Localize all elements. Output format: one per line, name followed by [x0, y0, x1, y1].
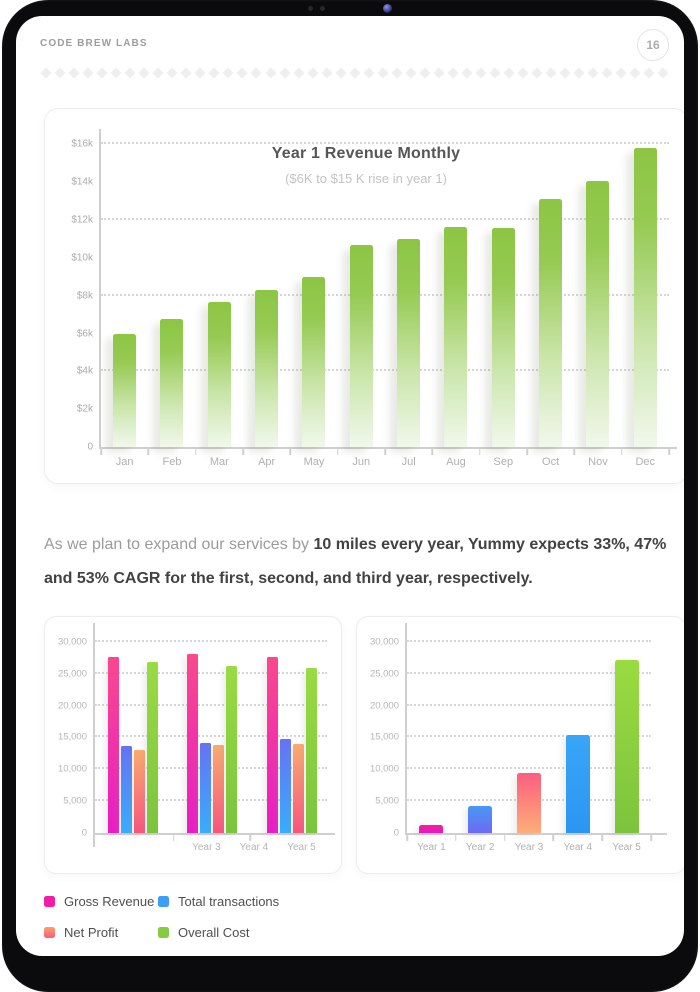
y-axis-label: 0 — [81, 827, 87, 839]
divider-diamond — [167, 67, 178, 78]
legend-swatch — [158, 896, 169, 907]
divider-diamond — [630, 67, 641, 78]
bar-group — [108, 629, 158, 833]
paragraph-prefix: As we plan to expand our services by — [44, 536, 314, 553]
divider-diamond — [405, 67, 416, 78]
bar — [566, 735, 590, 833]
bar — [226, 666, 237, 833]
bar — [586, 181, 609, 447]
divider-diamond — [335, 67, 346, 78]
x-axis-label: Year 3 — [514, 842, 544, 853]
bar — [468, 806, 492, 833]
sensor-dot-icon — [320, 6, 325, 11]
y-axis-label: $4k — [76, 365, 93, 377]
bar — [517, 773, 541, 833]
x-axis-label: Jul — [401, 456, 416, 468]
divider-diamond — [658, 67, 669, 78]
y-axis-label: 15,000 — [369, 731, 399, 743]
bar-slot — [574, 135, 621, 447]
y-axis-label: 5,000 — [375, 795, 399, 807]
divider-diamond — [125, 67, 136, 78]
y-axis-label: 30,000 — [369, 636, 399, 648]
x-axis-label: Nov — [588, 456, 608, 468]
bar-group — [267, 629, 317, 833]
bar — [267, 657, 278, 833]
divider-diamond — [363, 67, 374, 78]
camera-icon — [383, 4, 392, 13]
y-axis-label: 25,000 — [57, 668, 87, 680]
y-axis-label: $12k — [71, 214, 93, 226]
x-axis-line — [93, 833, 335, 835]
x-axis-label: Mar — [209, 456, 229, 468]
divider-diamond — [195, 67, 206, 78]
bar-slot — [290, 135, 337, 447]
diamond-divider — [42, 67, 668, 79]
bars — [101, 135, 669, 447]
divider-diamond — [96, 67, 107, 78]
bar — [255, 290, 278, 447]
bar — [350, 245, 373, 447]
bar — [615, 660, 639, 833]
legend-item — [158, 894, 279, 909]
divider-diamond — [644, 67, 655, 78]
bar-slot — [505, 629, 554, 833]
bar-slot — [385, 135, 432, 447]
bar — [200, 743, 211, 833]
bar — [280, 739, 291, 833]
legend-swatch — [44, 927, 55, 938]
tablet-frame — [2, 0, 698, 992]
bar-slot — [101, 135, 148, 447]
divider-diamond — [461, 67, 472, 78]
x-axis-label: Year 4 — [239, 842, 269, 853]
divider-diamond — [237, 67, 248, 78]
x-axis-labels — [407, 833, 651, 853]
x-axis-label: Year 1 — [417, 842, 446, 853]
axis-tick — [173, 833, 175, 841]
tablet-screen — [16, 16, 684, 956]
bar — [147, 662, 158, 833]
legend-swatch — [158, 927, 169, 938]
divider-diamond — [139, 67, 150, 78]
bar — [160, 319, 183, 447]
y-axis-label: 10,000 — [369, 763, 399, 775]
chart-legend — [44, 894, 464, 956]
chart-subtitle: ($6K to $15 K rise in year 1) — [285, 171, 447, 186]
y-axis-label: 10,000 — [57, 763, 87, 775]
divider-diamond — [251, 67, 262, 78]
cagr-paragraph — [44, 528, 684, 596]
x-axis-label: Dec — [635, 456, 656, 468]
y-axis-label: 20,000 — [369, 700, 399, 711]
monthly-revenue-plot — [71, 135, 669, 468]
x-axis-labels — [101, 447, 669, 468]
divider-diamond — [40, 67, 51, 78]
divider-diamond — [559, 67, 570, 78]
x-axis-label: Year 3 — [192, 842, 221, 853]
bar — [539, 199, 562, 447]
bar — [492, 228, 515, 447]
bar-slot — [407, 629, 456, 833]
bar-slot — [338, 135, 385, 447]
bar — [187, 654, 198, 833]
y-axis-label: $16k — [71, 138, 93, 150]
divider-diamond — [377, 67, 388, 78]
bar — [634, 148, 657, 447]
divider-diamond — [503, 67, 514, 78]
legend-label: Overall Cost — [178, 925, 250, 940]
y-axis-label: 0 — [87, 441, 93, 453]
y-axis-label: 25,000 — [369, 668, 399, 680]
divider-diamond — [265, 67, 276, 78]
divider-diamond — [54, 67, 65, 78]
x-axis-label: Sep — [493, 456, 514, 468]
x-axis-label: Oct — [542, 456, 560, 468]
y-axis-label: $10k — [71, 252, 93, 264]
yearly-growth-chart-card — [356, 616, 684, 874]
divider-diamond — [489, 67, 500, 78]
y-axis-label: $14k — [71, 176, 93, 188]
divider-diamond — [293, 67, 304, 78]
bar-slot — [456, 629, 505, 833]
divider-diamond — [391, 67, 402, 78]
divider-diamond — [181, 67, 192, 78]
divider-diamond — [447, 67, 458, 78]
brand-label: CODE BREW LABS — [40, 38, 148, 49]
divider-diamond — [419, 67, 430, 78]
sensor-dot-icon — [308, 6, 313, 11]
bar — [293, 744, 304, 833]
bar — [113, 334, 136, 447]
grouped-comparison-plot — [57, 629, 327, 853]
divider-diamond — [517, 67, 528, 78]
bar-slot — [148, 135, 195, 447]
y-axis-label: 30,000 — [57, 636, 87, 648]
divider-diamond — [223, 67, 234, 78]
legend-label: Net Profit — [64, 925, 119, 940]
divider-diamond — [545, 67, 556, 78]
legend-item — [44, 925, 158, 940]
y-axis-line — [93, 623, 95, 847]
divider-diamond — [307, 67, 318, 78]
divider-diamond — [433, 67, 444, 78]
bar-slot — [553, 629, 602, 833]
divider-diamond — [475, 67, 486, 78]
divider-diamond — [82, 67, 93, 78]
x-axis-label: May — [303, 456, 325, 468]
divider-diamond — [574, 67, 585, 78]
legend-row — [44, 894, 464, 909]
page-number-badge: 16 — [637, 29, 669, 61]
axis-tick — [250, 833, 252, 841]
legend-label: Total transactions — [178, 894, 280, 909]
y-axis-label: 15,000 — [57, 731, 87, 743]
bar — [121, 746, 132, 833]
legend-swatch — [44, 896, 55, 907]
grouped-comparison-chart-card — [44, 616, 342, 874]
bar-slot — [432, 135, 479, 447]
y-axis-label: $6k — [76, 328, 93, 340]
y-axis-label: 0 — [393, 827, 399, 839]
x-axis-label: Year 2 — [465, 842, 495, 853]
bar-slot — [622, 135, 669, 447]
monthly-revenue-chart-card — [44, 108, 684, 484]
divider-diamond — [321, 67, 332, 78]
divider-diamond — [110, 67, 121, 78]
x-axis-label: Year 4 — [563, 842, 593, 853]
x-axis-label: Jun — [352, 456, 371, 468]
y-axis-label: 20,000 — [57, 700, 87, 711]
divider-diamond — [616, 67, 627, 78]
bar — [208, 302, 231, 447]
divider-diamond — [209, 67, 220, 78]
bar-slot — [196, 135, 243, 447]
bar-group — [187, 629, 237, 833]
divider-diamond — [68, 67, 79, 78]
divider-diamond — [588, 67, 599, 78]
paragraph-emphasis: 10 miles every year, Yummy expects 33%, 47% and 53% CAGR for the first, second, and third year, respectively. — [44, 536, 667, 587]
bar-slot — [602, 629, 651, 833]
legend-item — [44, 894, 158, 909]
bar — [108, 657, 119, 833]
x-axis-label: Apr — [258, 456, 276, 468]
legend-item — [158, 925, 250, 940]
y-axis-label: 5,000 — [63, 795, 87, 807]
bar-slot — [480, 135, 527, 447]
divider-diamond — [531, 67, 542, 78]
y-axis-label: $2k — [76, 403, 93, 415]
x-axis-label: Year 5 — [287, 842, 316, 853]
divider-diamond — [349, 67, 360, 78]
divider-diamond — [279, 67, 290, 78]
bar — [419, 825, 443, 833]
bar — [213, 745, 224, 833]
x-axis-label: Feb — [162, 456, 182, 468]
bar — [397, 239, 420, 447]
bar — [444, 227, 467, 447]
legend-row — [44, 925, 464, 940]
bar-slot — [243, 135, 290, 447]
x-axis-label: Year 5 — [612, 842, 641, 853]
x-axis-label: Aug — [446, 456, 466, 468]
y-axis-label: $8k — [76, 290, 93, 302]
divider-diamond — [153, 67, 164, 78]
x-axis-label: Jan — [115, 456, 134, 468]
divider-diamond — [602, 67, 613, 78]
legend-label: Gross Revenue — [64, 894, 155, 909]
bar — [306, 668, 317, 833]
bar — [302, 277, 325, 447]
bar-slot — [527, 135, 574, 447]
bar — [134, 750, 145, 833]
bars — [407, 629, 651, 833]
yearly-growth-plot — [369, 629, 651, 853]
chart-title: Year 1 Revenue Monthly — [271, 145, 461, 162]
